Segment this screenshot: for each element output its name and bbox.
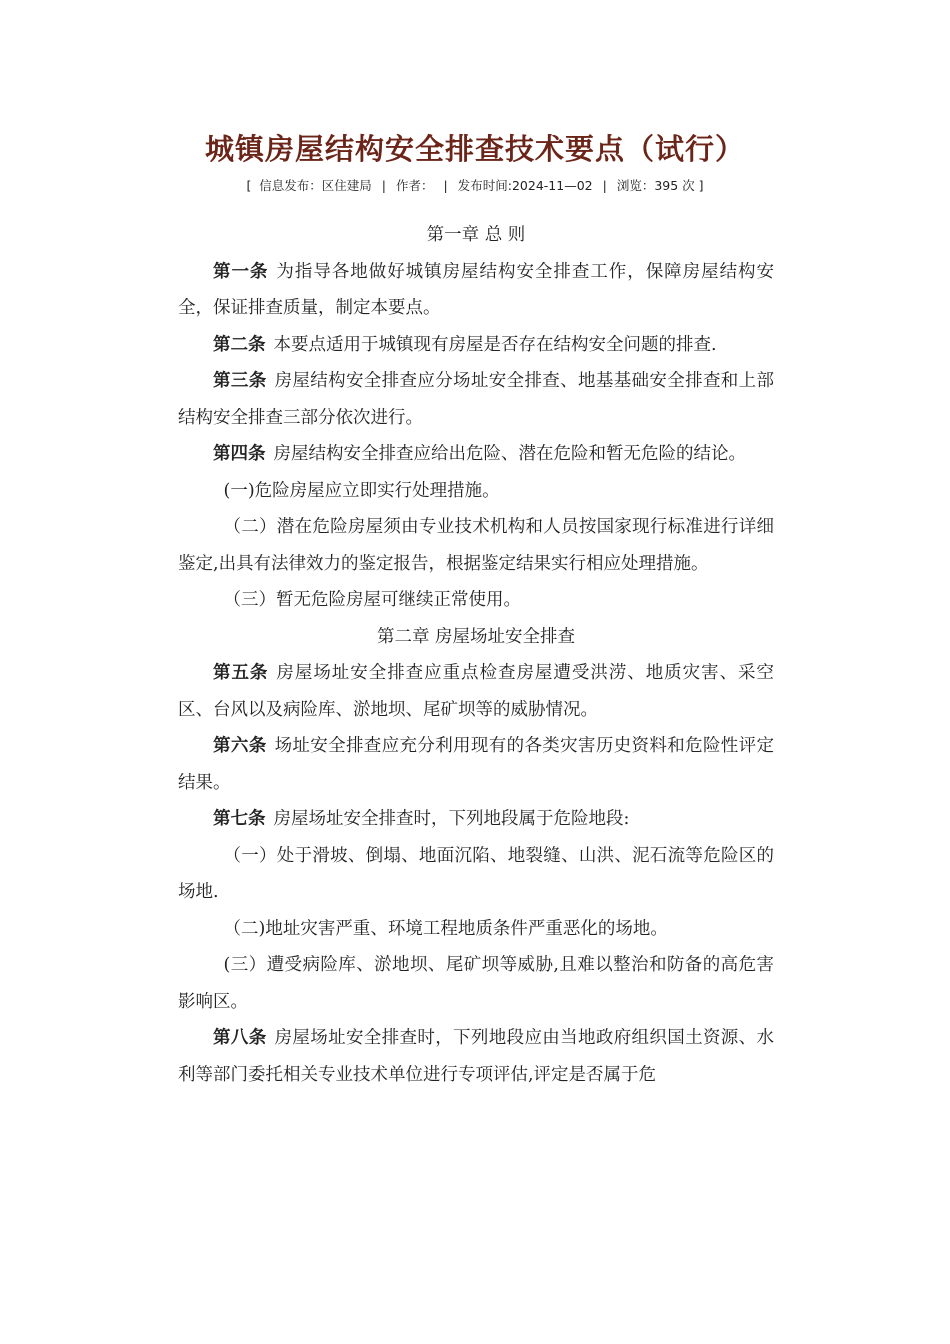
article-label: 第八条 bbox=[213, 1028, 267, 1048]
article-text: 房屋场址安全排查时，下列地段应由当地政府组织国土资源、水利等部门委托相关专业技术单位进行专项评估,评定是否属于危 bbox=[178, 1028, 775, 1085]
article-label: 第一条 bbox=[213, 261, 269, 282]
article-paragraph bbox=[178, 436, 774, 473]
list-item: （二)地址灾害严重、环境工程地质条件严重恶化的场地。 bbox=[223, 918, 668, 939]
list-item: (三）遭受病险库、淤地坝、尾矿坝等威胁,且难以整治和防备的高危害影响区。 bbox=[178, 955, 774, 1012]
article-text: 本要点适用于城镇现有房屋是否存在结构安全问题的排查. bbox=[273, 334, 717, 355]
chapter-heading: 第一章 总 则 bbox=[426, 225, 526, 245]
article-paragraph bbox=[178, 655, 774, 728]
page-title: 城镇房屋结构安全排查技术要点（试行） bbox=[204, 132, 745, 166]
article-label: 第五条 bbox=[213, 663, 269, 683]
meta-date: 发布时间:2024-11—02 bbox=[457, 178, 593, 193]
article-paragraph bbox=[178, 327, 774, 364]
article-label: 第三条 bbox=[213, 371, 267, 391]
article-text: 房屋结构安全排查应给出危险、潜在危险和暂无危险的结论。 bbox=[273, 444, 746, 464]
meta-publisher: 信息发布：区住建局 bbox=[259, 178, 372, 193]
article-paragraph bbox=[178, 1020, 774, 1093]
list-item: (一)危险房屋应立即实行处理措施。 bbox=[223, 480, 500, 501]
meta-views: 浏览：395 次 bbox=[616, 178, 695, 193]
article-paragraph bbox=[178, 363, 774, 436]
article-label: 第六条 bbox=[213, 736, 267, 756]
article-meta: [ 信息发布：区住建局 | 作者： | 发布时间:2024-11—02 | 浏览：395 次 ] bbox=[246, 178, 704, 193]
list-item: （一）处于滑坡、倒塌、地面沉陷、地裂缝、山洪、泥石流等危险区的场地. bbox=[178, 845, 774, 902]
meta-author: 作者： bbox=[396, 178, 434, 193]
article-label: 第二条 bbox=[213, 334, 266, 355]
article-text: 房屋场址安全排查应重点检查房屋遭受洪涝、地质灾害、采空区、台风以及病险库、淤地坝、尾矿坝等的威胁情况。 bbox=[178, 663, 775, 720]
article-text: 房屋结构安全排查应分场址安全排查、地基基础安全排查和上部结构安全排查三部分依次进行。 bbox=[178, 371, 775, 428]
article-text: 房屋场址安全排查时，下列地段属于危险地段: bbox=[273, 809, 630, 829]
article-paragraph bbox=[178, 728, 774, 801]
article-label: 第四条 bbox=[213, 444, 266, 464]
article-paragraph bbox=[178, 801, 774, 838]
article-text: 场址安全排查应充分利用现有的各类灾害历史资料和危险性评定结果。 bbox=[178, 736, 775, 793]
article-label: 第七条 bbox=[213, 809, 266, 829]
document-body bbox=[178, 217, 774, 1093]
list-item: （三）暂无危险房屋可继续正常使用。 bbox=[223, 590, 521, 610]
article-text: 为指导各地做好城镇房屋结构安全排查工作，保障房屋结构安全，保证排查质量，制定本要点。 bbox=[178, 261, 775, 318]
meta-open-bracket: [ bbox=[246, 178, 252, 193]
chapter-heading: 第二章 房屋场址安全排查 bbox=[376, 626, 576, 647]
article-paragraph bbox=[178, 254, 774, 327]
meta-close-bracket: ] bbox=[698, 178, 704, 193]
list-item: （二）潜在危险房屋须由专业技术机构和人员按国家现行标准进行详细鉴定,出具有法律效力的鉴定报告，根据鉴定结果实行相应处理措施。 bbox=[178, 517, 774, 574]
